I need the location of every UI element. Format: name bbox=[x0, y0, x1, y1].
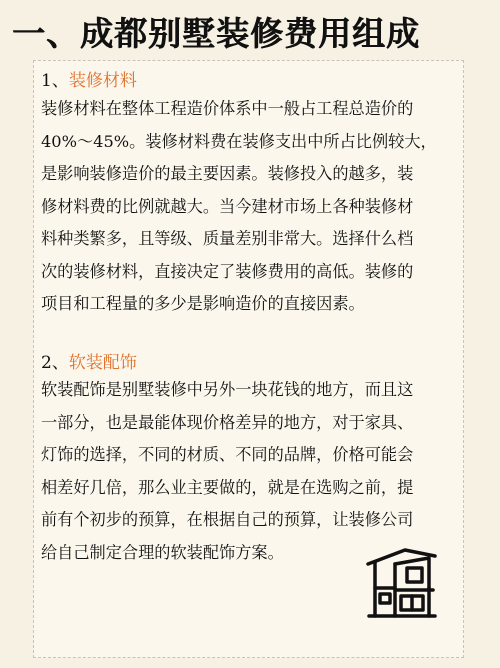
section-paragraph-2 bbox=[41, 374, 461, 569]
paragraph-line: 软装配饰是别墅装修中另外一块花钱的地方，而且这 bbox=[41, 380, 414, 399]
paragraph-line: 装修材料在整体工程造价体系中一般占工程总造价的 bbox=[41, 99, 414, 118]
paragraph-line: 料种类繁多，且等级、质量差别非常大。选择什么档 bbox=[41, 229, 414, 248]
paragraph-line: 灯饰的选择，不同的材质、不同的品牌，价格可能会 bbox=[41, 445, 414, 464]
paragraph-line: 40%～45%。装修材料费在装修支出中所占比例较大， bbox=[41, 131, 437, 151]
house-icon bbox=[365, 542, 439, 618]
section-heading-2 bbox=[41, 351, 137, 375]
section-number: 2、 bbox=[41, 353, 69, 373]
title-bar bbox=[0, 0, 500, 62]
section-heading-1 bbox=[41, 69, 137, 93]
paragraph-line: 是影响装修造价的最主要因素。装修投入的越多，装 bbox=[41, 164, 414, 183]
paragraph-line: 给自己制定合理的软装配饰方案。 bbox=[41, 542, 284, 562]
section-paragraph-1 bbox=[41, 93, 461, 321]
paragraph-line: 一部分，也是最能体现价格差异的地方，对于家具、 bbox=[41, 412, 414, 432]
paragraph-line: 修材料费的比例就越大。当今建材市场上各种装修材 bbox=[41, 196, 414, 216]
section-title: 软装配饰 bbox=[68, 353, 137, 373]
page-title: 一、成都别墅装修费用组成 bbox=[12, 14, 420, 53]
paragraph-line: 前有个初步的预算，在根据自己的预算，让装修公司 bbox=[41, 510, 414, 529]
section-title: 装修材料 bbox=[68, 71, 137, 91]
paragraph-line: 相差好几倍，那么业主要做的，就是在选购之前，提 bbox=[41, 477, 414, 497]
section-number: 1、 bbox=[41, 71, 69, 91]
paragraph-line: 项目和工程量的多少是影响造价的直接因素。 bbox=[41, 294, 365, 313]
paragraph-line: 次的装修材料，直接决定了装修费用的高低。装修的 bbox=[41, 261, 414, 281]
